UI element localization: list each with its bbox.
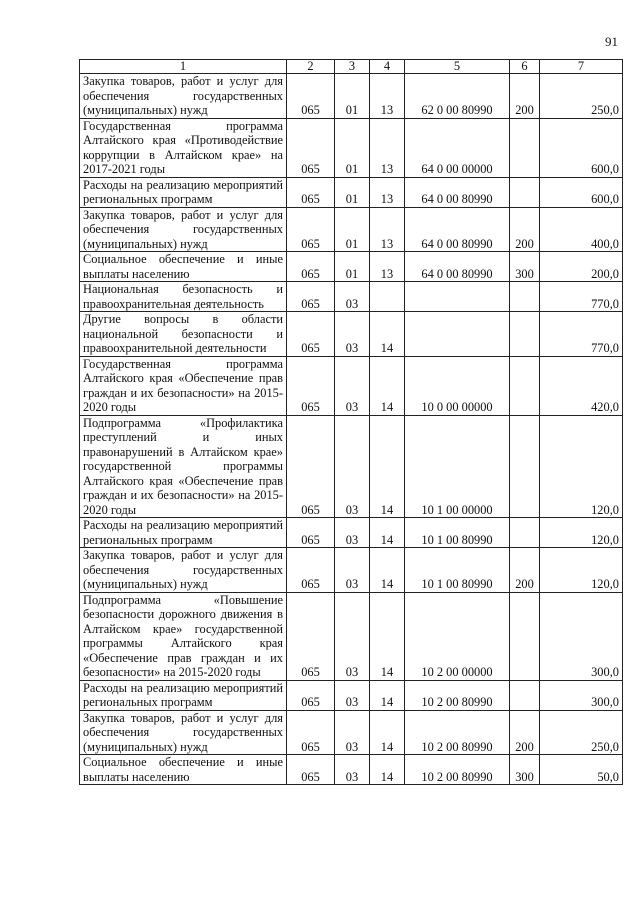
section-code: 03 (335, 680, 370, 710)
section-code: 01 (335, 118, 370, 177)
table-row (80, 252, 623, 282)
target-article: 10 2 00 80990 (405, 680, 510, 710)
expense-type (510, 312, 540, 357)
expense-type: 200 (510, 710, 540, 755)
subsection-code: 14 (370, 518, 405, 548)
admin-code: 065 (287, 282, 335, 312)
page-number: 91 (605, 34, 618, 49)
admin-code: 065 (287, 312, 335, 357)
subsection-code: 14 (370, 592, 405, 680)
section-code: 01 (335, 207, 370, 252)
subsection-code: 14 (370, 312, 405, 357)
target-article (405, 312, 510, 357)
row-name: Социальное обеспечение и иные выплаты населению (80, 252, 287, 282)
expense-type (510, 680, 540, 710)
section-code: 01 (335, 74, 370, 119)
table-header (80, 60, 623, 74)
target-article: 10 1 00 00000 (405, 415, 510, 518)
amount: 120,0 (540, 518, 623, 548)
section-code: 03 (335, 755, 370, 785)
subsection-code: 14 (370, 680, 405, 710)
subsection-code: 14 (370, 548, 405, 593)
admin-code: 065 (287, 548, 335, 593)
subsection-code: 13 (370, 207, 405, 252)
row-name: Закупка товаров, работ и услуг для обеспечения государственных (муниципальных) нужд (80, 207, 287, 252)
table-row (80, 74, 623, 119)
subsection-code: 13 (370, 252, 405, 282)
subsection-code (370, 282, 405, 312)
section-code: 01 (335, 252, 370, 282)
amount: 50,0 (540, 755, 623, 785)
target-article: 64 0 00 80990 (405, 177, 510, 207)
expense-type: 200 (510, 207, 540, 252)
admin-code: 065 (287, 177, 335, 207)
table-row (80, 680, 623, 710)
admin-code: 065 (287, 207, 335, 252)
amount: 250,0 (540, 710, 623, 755)
expense-type (510, 118, 540, 177)
amount: 600,0 (540, 177, 623, 207)
target-article: 10 2 00 80990 (405, 755, 510, 785)
header-row (80, 60, 623, 74)
row-name: Закупка товаров, работ и услуг для обеспечения государственных (муниципальных) нужд (80, 710, 287, 755)
header-cell: 7 (540, 60, 623, 74)
subsection-code: 13 (370, 118, 405, 177)
target-article: 10 1 00 80990 (405, 548, 510, 593)
section-code: 01 (335, 177, 370, 207)
header-cell: 5 (405, 60, 510, 74)
amount: 300,0 (540, 680, 623, 710)
table-row (80, 755, 623, 785)
expense-type (510, 518, 540, 548)
expense-type (510, 415, 540, 518)
table-row (80, 548, 623, 593)
header-cell: 3 (335, 60, 370, 74)
admin-code: 065 (287, 415, 335, 518)
section-code: 03 (335, 282, 370, 312)
row-name: Расходы на реализацию мероприятий региональных программ (80, 518, 287, 548)
row-name: Социальное обеспечение и иные выплаты населению (80, 755, 287, 785)
amount: 770,0 (540, 282, 623, 312)
amount: 400,0 (540, 207, 623, 252)
row-name: Другие вопросы в области национальной безопасности и правоохранительной деятельности (80, 312, 287, 357)
header-cell: 6 (510, 60, 540, 74)
expense-type (510, 356, 540, 415)
table-row (80, 592, 623, 680)
row-name: Закупка товаров, работ и услуг для обеспечения государственных (муниципальных) нужд (80, 74, 287, 119)
table-row (80, 177, 623, 207)
admin-code: 065 (287, 252, 335, 282)
table-body (80, 74, 623, 785)
header-cell: 4 (370, 60, 405, 74)
admin-code: 065 (287, 74, 335, 119)
subsection-code: 14 (370, 415, 405, 518)
table-row (80, 207, 623, 252)
admin-code: 065 (287, 755, 335, 785)
admin-code: 065 (287, 710, 335, 755)
table-row (80, 312, 623, 357)
amount: 770,0 (540, 312, 623, 357)
row-name: Подпрограмма «Профилактика преступлений и иных правонарушений в Алтайском крае» государственной программы Алтайского края «Обеспечение прав граждан и их безопасности» на 2015-2020 годы (80, 415, 287, 518)
admin-code: 065 (287, 118, 335, 177)
table-row (80, 118, 623, 177)
header-cell: 1 (80, 60, 287, 74)
target-article: 64 0 00 00000 (405, 118, 510, 177)
admin-code: 065 (287, 680, 335, 710)
row-name: Закупка товаров, работ и услуг для обеспечения государственных (муниципальных) нужд (80, 548, 287, 593)
subsection-code: 13 (370, 177, 405, 207)
amount: 420,0 (540, 356, 623, 415)
row-name: Расходы на реализацию мероприятий региональных программ (80, 680, 287, 710)
table-row (80, 282, 623, 312)
expense-type: 300 (510, 252, 540, 282)
subsection-code: 14 (370, 356, 405, 415)
target-article: 64 0 00 80990 (405, 207, 510, 252)
target-article: 10 2 00 00000 (405, 592, 510, 680)
expense-type: 200 (510, 74, 540, 119)
target-article: 10 1 00 80990 (405, 518, 510, 548)
row-name: Государственная программа Алтайского края «Противодействие коррупции в Алтайском крае» на 2017-2021 годы (80, 118, 287, 177)
row-name: Национальная безопасность и правоохранительная деятельность (80, 282, 287, 312)
subsection-code: 14 (370, 755, 405, 785)
section-code: 03 (335, 415, 370, 518)
target-article: 10 2 00 80990 (405, 710, 510, 755)
row-name: Подпрограмма «Повышение безопасности дорожного движения в Алтайском крае» государственной программы Алтайского края «Обеспечение прав граждан и их безопасности» на 2015-2020 годы (80, 592, 287, 680)
table-row (80, 415, 623, 518)
row-name: Расходы на реализацию мероприятий региональных программ (80, 177, 287, 207)
table-row (80, 518, 623, 548)
section-code: 03 (335, 356, 370, 415)
section-code: 03 (335, 518, 370, 548)
expense-type: 300 (510, 755, 540, 785)
amount: 300,0 (540, 592, 623, 680)
table-row (80, 356, 623, 415)
subsection-code: 13 (370, 74, 405, 119)
section-code: 03 (335, 592, 370, 680)
budget-table (79, 59, 623, 785)
expense-type (510, 282, 540, 312)
expense-type: 200 (510, 548, 540, 593)
amount: 600,0 (540, 118, 623, 177)
expense-type (510, 177, 540, 207)
table-row (80, 710, 623, 755)
expense-type (510, 592, 540, 680)
target-article: 64 0 00 80990 (405, 252, 510, 282)
section-code: 03 (335, 710, 370, 755)
admin-code: 065 (287, 518, 335, 548)
amount: 250,0 (540, 74, 623, 119)
target-article (405, 282, 510, 312)
header-cell: 2 (287, 60, 335, 74)
target-article: 62 0 00 80990 (405, 74, 510, 119)
admin-code: 065 (287, 592, 335, 680)
target-article: 10 0 00 00000 (405, 356, 510, 415)
admin-code: 065 (287, 356, 335, 415)
amount: 120,0 (540, 415, 623, 518)
subsection-code: 14 (370, 710, 405, 755)
amount: 200,0 (540, 252, 623, 282)
section-code: 03 (335, 548, 370, 593)
section-code: 03 (335, 312, 370, 357)
amount: 120,0 (540, 548, 623, 593)
row-name: Государственная программа Алтайского края «Обеспечение прав граждан и их безопасности» на 2015-2020 годы (80, 356, 287, 415)
